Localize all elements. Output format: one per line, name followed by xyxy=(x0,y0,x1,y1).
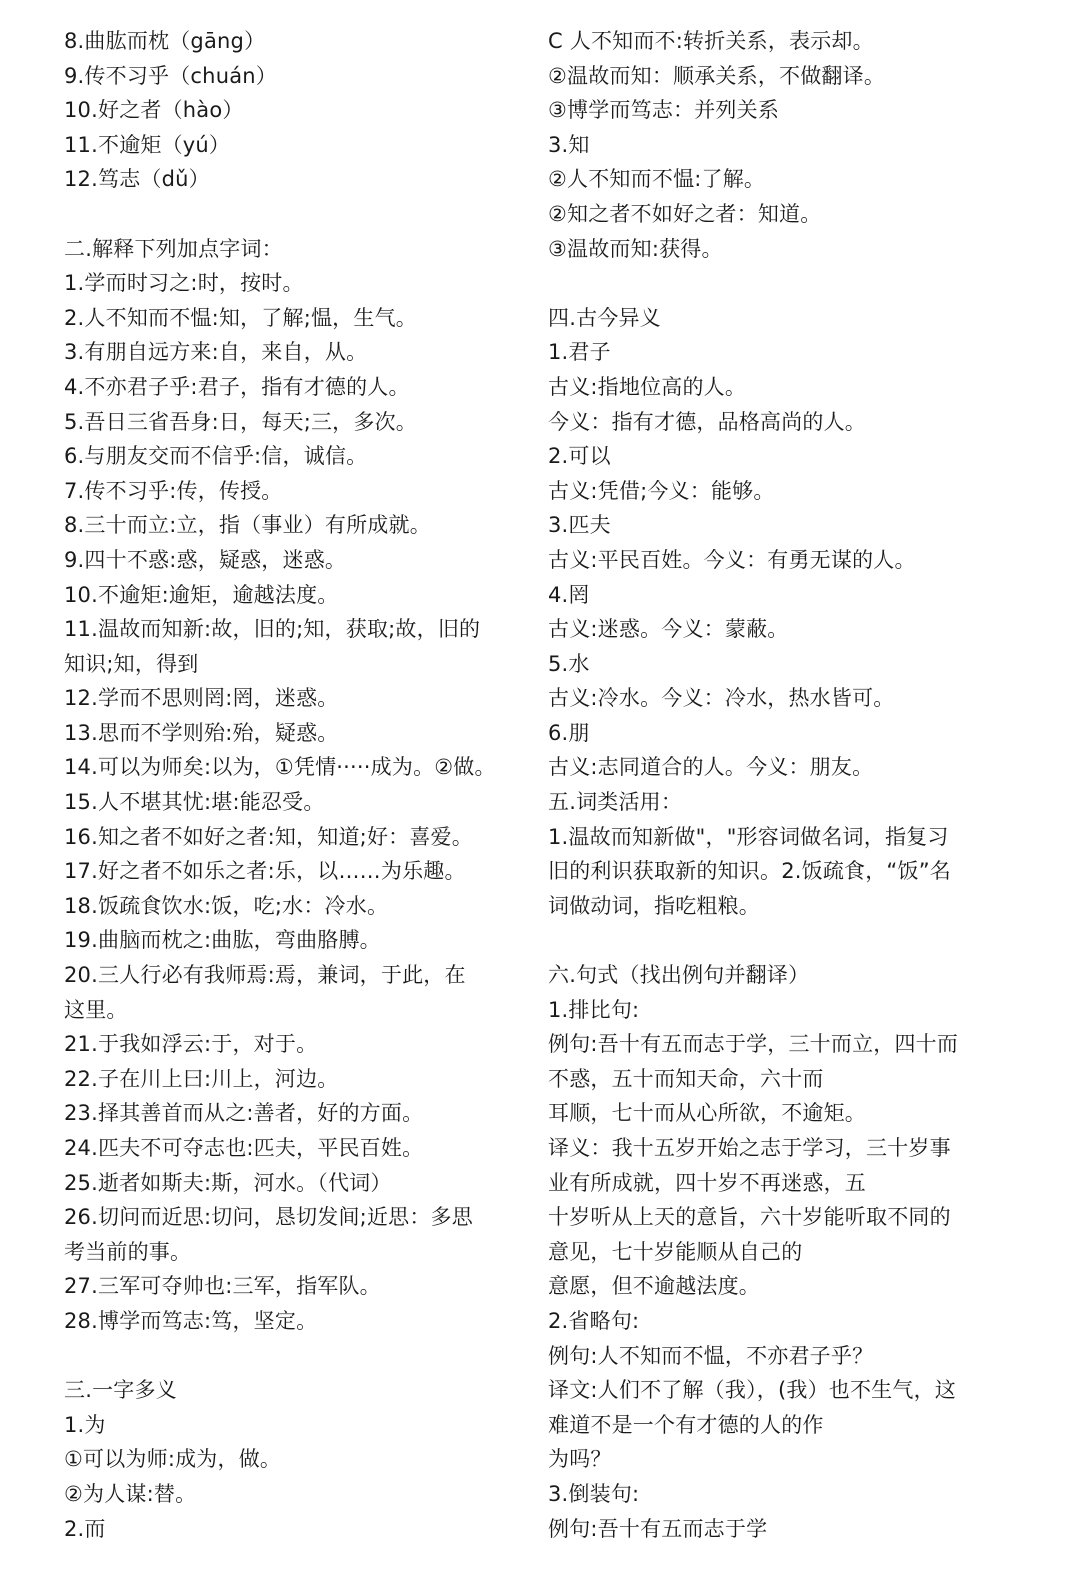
blank-line xyxy=(548,266,1018,301)
text-line: ③博学而笃志：并列关系 xyxy=(548,98,780,123)
text-line: 14.可以为师矣:以为，①凭情·····成为。②做。 xyxy=(64,755,496,780)
text-line: 5.吾日三省吾身:日，每天;三，多次。 xyxy=(64,409,417,434)
text-line: 意见，七十岁能顺从自己的 xyxy=(548,1239,803,1264)
text-line: 2.人不知而不愠:知，了解;愠，生气。 xyxy=(64,305,417,330)
text-line: 15.人不堪其忧:堪:能忍受。 xyxy=(64,790,325,815)
text-line: ②人不知而不愠:了解。 xyxy=(548,167,766,192)
text-line: 1.为 xyxy=(64,1412,106,1437)
text-line: 1.君子 xyxy=(548,340,611,365)
text-line: 6.与朋友交而不信乎:信，诚信。 xyxy=(64,444,368,469)
text-line: 1.学而时习之:时，按时。 xyxy=(64,271,304,296)
text-line: ②知之者不如好之者：知道。 xyxy=(548,201,822,226)
text-line: 12.笃志（dǔ） xyxy=(64,167,210,192)
text-line: 六.句式（找出例句并翻译） xyxy=(548,963,810,988)
text-line: 不惑，五十而知天命，六十而 xyxy=(548,1066,824,1091)
text-line: 三.一字多义 xyxy=(64,1378,177,1403)
text-line: 28.博学而笃志:笃，坚定。 xyxy=(64,1308,318,1333)
text-line: 译义：我十五岁开始之志于学习，三十岁事 xyxy=(548,1136,951,1160)
text-line: ③温故而知:获得。 xyxy=(548,236,723,261)
text-line: 古义:平民百姓。今义：有勇无谋的人。 xyxy=(548,547,916,572)
text-line: 7.传不习乎:传，传授。 xyxy=(64,478,283,503)
text-line: 2.可以 xyxy=(548,444,611,469)
text-line: 四.古今异义 xyxy=(548,305,661,330)
text-line: 19.曲脑而枕之:曲肱，弯曲胳膊。 xyxy=(64,928,381,953)
text-line: 3.倒装句: xyxy=(548,1481,640,1506)
text-line: 旧的利识获取新的知识。2.饭疏食，“饭”名 xyxy=(548,859,951,884)
text-line: 27.三军可夺帅也:三军，指军队。 xyxy=(64,1274,381,1299)
text-line: 考当前的事。 xyxy=(64,1239,192,1264)
left-column xyxy=(64,24,524,1546)
blank-line xyxy=(548,923,1018,958)
blank-line xyxy=(64,1339,524,1374)
text-line: 古义:迷惑。今义：蒙蔽。 xyxy=(548,617,789,642)
text-line: 2.而 xyxy=(64,1516,106,1541)
text-line: 古义:冷水。今义：冷水，热水皆可。 xyxy=(548,686,895,711)
text-line: 难道不是一个有才德的人的作 xyxy=(548,1412,824,1437)
text-line: 9.四十不惑:惑，疑惑，迷惑。 xyxy=(64,547,347,572)
text-line: 12.学而不思则罔:罔，迷惑。 xyxy=(64,686,339,711)
text-line: 词做动词，指吃粗粮。 xyxy=(548,893,760,918)
text-line: ②为人谋:替。 xyxy=(64,1481,197,1506)
text-line: ①可以为师:成为，做。 xyxy=(64,1447,282,1472)
text-line: 意愿，但不逾越法度。 xyxy=(548,1274,760,1299)
right-column xyxy=(548,24,1018,1546)
text-line: 为吗？ xyxy=(548,1447,612,1472)
text-line: 4.不亦君子乎:君子，指有才德的人。 xyxy=(64,374,410,399)
text-line: 今义：指有才德，品格高尚的人。 xyxy=(548,409,866,434)
text-line: 古义:指地位高的人。 xyxy=(548,374,747,399)
blank-line xyxy=(64,197,524,232)
text-line: 22.子在川上曰:川上，河边。 xyxy=(64,1066,339,1091)
text-line: 古义:凭借;今义：能够。 xyxy=(548,478,775,503)
text-line: 11.不逾矩（yú） xyxy=(64,132,231,157)
text-line: 13.思而不学则殆:殆，疑惑。 xyxy=(64,720,339,745)
text-line: 1.温故而知新做"，"形容词做名词，指复习 xyxy=(548,824,949,849)
text-line: 古义:志同道合的人。今义：朋友。 xyxy=(548,755,874,780)
text-line: 3.匹夫 xyxy=(548,513,611,538)
text-line: 8.曲肱而枕（gāng） xyxy=(64,29,266,53)
text-line: 11.温故而知新:故，旧的;知，获取;故，旧的 xyxy=(64,617,481,642)
text-line: 二.解释下列加点字词： xyxy=(64,236,283,261)
text-line: 2.省略句: xyxy=(548,1308,640,1333)
text-line: 25.逝者如斯夫:斯，河水。（代词） xyxy=(64,1170,392,1195)
text-line: 这里。 xyxy=(64,997,128,1022)
text-line: 业有所成就，四十岁不再迷惑，五 xyxy=(548,1170,866,1195)
text-line: 18.饭疏食饮水:饭，吃;水：冷水。 xyxy=(64,893,389,918)
text-line: 6.朋 xyxy=(548,720,590,745)
text-line: 耳顺，七十而从心所欲，不逾矩。 xyxy=(548,1101,866,1126)
text-line: 20.三人行必有我师焉:焉，兼词，于此，在 xyxy=(64,963,466,988)
text-line: 4.罔 xyxy=(548,582,590,607)
text-line: 例句:吾十有五而志于学，三十而立，四十而 xyxy=(548,1032,959,1057)
text-line: C 人不知而不:转折关系，表示却。 xyxy=(548,29,874,53)
text-line: 16.知之者不如好之者:知，知道;好：喜爱。 xyxy=(64,824,473,849)
text-line: 26.切问而近思:切问，恳切发间;近思：多思 xyxy=(64,1205,473,1230)
text-line: 24.匹夫不可夺志也:匹夫，平民百姓。 xyxy=(64,1136,424,1160)
text-line: 3.有朋自远方来:自，来自，从。 xyxy=(64,340,368,365)
text-line: 23.择其善首而从之:善者，好的方面。 xyxy=(64,1101,424,1126)
text-line: 10.不逾矩:逾矩，逾越法度。 xyxy=(64,582,339,607)
text-line: 五.词类活用： xyxy=(548,790,683,815)
text-line: 17.好之者不如乐之者:乐，以……为乐趣。 xyxy=(64,859,466,884)
text-line: 8.三十而立:立，指（事业）有所成就。 xyxy=(64,513,431,538)
text-line: 3.知 xyxy=(548,132,590,157)
text-line: 9.传不习乎（chuán） xyxy=(64,63,277,88)
text-line: 5.水 xyxy=(548,651,590,676)
text-line: 例句:吾十有五而志于学 xyxy=(548,1516,768,1541)
text-line: 例句:人不知而不愠，不亦君子乎？ xyxy=(548,1343,874,1368)
text-line: 10.好之者（hào） xyxy=(64,98,244,123)
text-line: 译文:人们不了解（我），(我）也不生气，这 xyxy=(548,1378,956,1403)
text-line: 十岁听从上天的意旨，六十岁能听取不同的 xyxy=(548,1205,951,1230)
text-line: ②温故而知：顺承关系，不做翻译。 xyxy=(548,63,886,88)
text-line: 1.排比句: xyxy=(548,997,640,1022)
text-line: 知识;知，得到 xyxy=(64,651,199,676)
text-line: 21.于我如浮云:于，对于。 xyxy=(64,1032,318,1057)
